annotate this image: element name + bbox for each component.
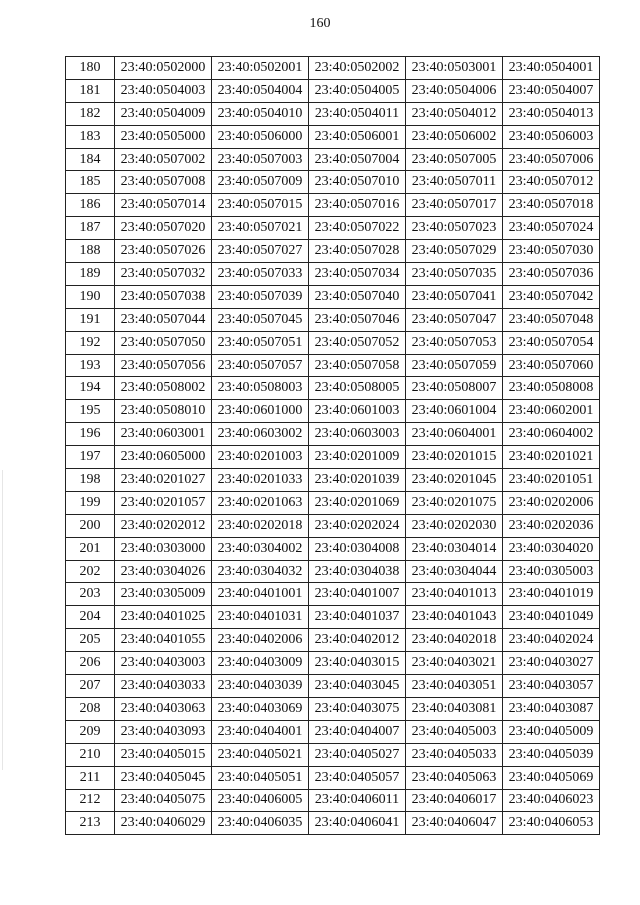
cadastral-number-cell: 23:40:0202036 <box>503 514 600 537</box>
row-number-cell: 180 <box>66 57 115 80</box>
cadastral-number-cell: 23:40:0507057 <box>212 354 309 377</box>
table-row <box>66 491 600 514</box>
cadastral-number-cell: 23:40:0504001 <box>503 57 600 80</box>
table-row <box>66 263 600 286</box>
row-number-cell: 201 <box>66 537 115 560</box>
row-number-cell: 185 <box>66 171 115 194</box>
cadastral-number-cell: 23:40:0507028 <box>309 240 406 263</box>
cadastral-number-cell: 23:40:0403045 <box>309 675 406 698</box>
row-number-cell: 211 <box>66 766 115 789</box>
cadastral-number-cell: 23:40:0505000 <box>115 125 212 148</box>
table-row <box>66 812 600 835</box>
table-row <box>66 652 600 675</box>
cadastral-number-cell: 23:40:0601000 <box>212 400 309 423</box>
table-row <box>66 285 600 308</box>
cadastral-number-cell: 23:40:0507041 <box>406 285 503 308</box>
cadastral-number-cell: 23:40:0403057 <box>503 675 600 698</box>
cadastral-number-cell: 23:40:0201075 <box>406 491 503 514</box>
row-number-cell: 186 <box>66 194 115 217</box>
cadastral-number-cell: 23:40:0507038 <box>115 285 212 308</box>
cadastral-number-cell: 23:40:0405057 <box>309 766 406 789</box>
cadastral-number-cell: 23:40:0605000 <box>115 446 212 469</box>
cadastral-number-cell: 23:40:0405027 <box>309 743 406 766</box>
cadastral-number-cell: 23:40:0507045 <box>212 308 309 331</box>
cadastral-number-cell: 23:40:0401055 <box>115 629 212 652</box>
cadastral-number-cell: 23:40:0507008 <box>115 171 212 194</box>
cadastral-number-cell: 23:40:0305009 <box>115 583 212 606</box>
cadastral-number-cell: 23:40:0201033 <box>212 469 309 492</box>
cadastral-number-cell: 23:40:0506001 <box>309 125 406 148</box>
cadastral-number-cell: 23:40:0402012 <box>309 629 406 652</box>
cadastral-number-cell: 23:40:0405003 <box>406 720 503 743</box>
cadastral-number-cell: 23:40:0403093 <box>115 720 212 743</box>
cadastral-number-cell: 23:40:0503001 <box>406 57 503 80</box>
cadastral-number-cell: 23:40:0603003 <box>309 423 406 446</box>
cadastral-number-cell: 23:40:0405075 <box>115 789 212 812</box>
cadastral-number-cell: 23:40:0507036 <box>503 263 600 286</box>
row-number-cell: 199 <box>66 491 115 514</box>
cadastral-number-cell: 23:40:0201039 <box>309 469 406 492</box>
cadastral-number-cell: 23:40:0202018 <box>212 514 309 537</box>
cadastral-number-cell: 23:40:0406047 <box>406 812 503 835</box>
cadastral-number-cell: 23:40:0202006 <box>503 491 600 514</box>
cadastral-number-cell: 23:40:0507010 <box>309 171 406 194</box>
row-number-cell: 190 <box>66 285 115 308</box>
cadastral-number-cell: 23:40:0401025 <box>115 606 212 629</box>
cadastral-number-cell: 23:40:0504009 <box>115 102 212 125</box>
cadastral-number-cell: 23:40:0405009 <box>503 720 600 743</box>
cadastral-number-cell: 23:40:0507004 <box>309 148 406 171</box>
table-row <box>66 446 600 469</box>
cadastral-number-cell: 23:40:0507048 <box>503 308 600 331</box>
table-row <box>66 400 600 423</box>
cadastral-number-cell: 23:40:0405063 <box>406 766 503 789</box>
row-number-cell: 203 <box>66 583 115 606</box>
cadastral-number-cell: 23:40:0507030 <box>503 240 600 263</box>
cadastral-number-cell: 23:40:0502000 <box>115 57 212 80</box>
cadastral-number-cell: 23:40:0507053 <box>406 331 503 354</box>
cadastral-number-cell: 23:40:0401049 <box>503 606 600 629</box>
cadastral-number-cell: 23:40:0401043 <box>406 606 503 629</box>
cadastral-number-cell: 23:40:0403027 <box>503 652 600 675</box>
cadastral-number-cell: 23:40:0506000 <box>212 125 309 148</box>
cadastral-number-cell: 23:40:0504011 <box>309 102 406 125</box>
table-row <box>66 57 600 80</box>
cadastral-number-cell: 23:40:0604001 <box>406 423 503 446</box>
cadastral-number-cell: 23:40:0405069 <box>503 766 600 789</box>
table-row <box>66 423 600 446</box>
table-row <box>66 789 600 812</box>
table-row <box>66 469 600 492</box>
row-number-cell: 184 <box>66 148 115 171</box>
cadastral-number-cell: 23:40:0405039 <box>503 743 600 766</box>
row-number-cell: 198 <box>66 469 115 492</box>
cadastral-number-cell: 23:40:0507020 <box>115 217 212 240</box>
cadastral-number-cell: 23:40:0403087 <box>503 697 600 720</box>
cadastral-number-cell: 23:40:0201069 <box>309 491 406 514</box>
cadastral-number-cell: 23:40:0502002 <box>309 57 406 80</box>
table-row <box>66 194 600 217</box>
cadastral-number-cell: 23:40:0405015 <box>115 743 212 766</box>
cadastral-number-cell: 23:40:0401019 <box>503 583 600 606</box>
cadastral-number-cell: 23:40:0507022 <box>309 217 406 240</box>
table-row <box>66 766 600 789</box>
cadastral-number-cell: 23:40:0403081 <box>406 697 503 720</box>
cadastral-number-cell: 23:40:0406017 <box>406 789 503 812</box>
cadastral-number-cell: 23:40:0507029 <box>406 240 503 263</box>
cadastral-number-cell: 23:40:0507026 <box>115 240 212 263</box>
cadastral-number-cell: 23:40:0406005 <box>212 789 309 812</box>
cadastral-number-cell: 23:40:0406029 <box>115 812 212 835</box>
cadastral-number-cell: 23:40:0201063 <box>212 491 309 514</box>
cadastral-number-cell: 23:40:0507015 <box>212 194 309 217</box>
table-row <box>66 606 600 629</box>
row-number-cell: 204 <box>66 606 115 629</box>
cadastral-number-cell: 23:40:0504005 <box>309 79 406 102</box>
cadastral-number-cell: 23:40:0507012 <box>503 171 600 194</box>
cadastral-number-cell: 23:40:0202024 <box>309 514 406 537</box>
cadastral-number-cell: 23:40:0201021 <box>503 446 600 469</box>
cadastral-number-cell: 23:40:0405051 <box>212 766 309 789</box>
cadastral-number-cell: 23:40:0507027 <box>212 240 309 263</box>
row-number-cell: 206 <box>66 652 115 675</box>
cadastral-number-cell: 23:40:0506002 <box>406 125 503 148</box>
row-number-cell: 202 <box>66 560 115 583</box>
cadastral-number-cell: 23:40:0403003 <box>115 652 212 675</box>
row-number-cell: 193 <box>66 354 115 377</box>
cadastral-number-cell: 23:40:0507018 <box>503 194 600 217</box>
cadastral-number-cell: 23:40:0508002 <box>115 377 212 400</box>
cadastral-number-cell: 23:40:0507047 <box>406 308 503 331</box>
table-row <box>66 629 600 652</box>
row-number-cell: 192 <box>66 331 115 354</box>
cadastral-number-cell: 23:40:0508007 <box>406 377 503 400</box>
page-number: 160 <box>309 16 331 31</box>
cadastral-number-cell: 23:40:0406041 <box>309 812 406 835</box>
row-number-cell: 210 <box>66 743 115 766</box>
table-row <box>66 514 600 537</box>
table-row <box>66 308 600 331</box>
cadastral-number-cell: 23:40:0403015 <box>309 652 406 675</box>
scan-margin-line <box>2 470 7 770</box>
cadastral-number-cell: 23:40:0507006 <box>503 148 600 171</box>
cadastral-number-cell: 23:40:0507040 <box>309 285 406 308</box>
cadastral-number-cell: 23:40:0201015 <box>406 446 503 469</box>
cadastral-number-cell: 23:40:0404001 <box>212 720 309 743</box>
cadastral-number-cell: 23:40:0507051 <box>212 331 309 354</box>
cadastral-number-cell: 23:40:0504007 <box>503 79 600 102</box>
table-row <box>66 102 600 125</box>
cadastral-number-cell: 23:40:0507052 <box>309 331 406 354</box>
cadastral-number-cell: 23:40:0507059 <box>406 354 503 377</box>
cadastral-number-cell: 23:40:0405021 <box>212 743 309 766</box>
cadastral-number-cell: 23:40:0507044 <box>115 308 212 331</box>
cadastral-number-cell: 23:40:0201003 <box>212 446 309 469</box>
row-number-cell: 182 <box>66 102 115 125</box>
cadastral-number-cell: 23:40:0508003 <box>212 377 309 400</box>
cadastral-number-cell: 23:40:0508005 <box>309 377 406 400</box>
cadastral-number-cell: 23:40:0401007 <box>309 583 406 606</box>
cadastral-number-cell: 23:40:0401037 <box>309 606 406 629</box>
cadastral-number-cell: 23:40:0508010 <box>115 400 212 423</box>
cadastral-table <box>65 56 600 835</box>
cadastral-number-cell: 23:40:0507021 <box>212 217 309 240</box>
table-row <box>66 743 600 766</box>
cadastral-number-cell: 23:40:0507009 <box>212 171 309 194</box>
cadastral-number-cell: 23:40:0202030 <box>406 514 503 537</box>
cadastral-number-cell: 23:40:0507032 <box>115 263 212 286</box>
table-row <box>66 697 600 720</box>
row-number-cell: 197 <box>66 446 115 469</box>
cadastral-number-cell: 23:40:0405045 <box>115 766 212 789</box>
cadastral-number-cell: 23:40:0603001 <box>115 423 212 446</box>
cadastral-number-cell: 23:40:0507003 <box>212 148 309 171</box>
row-number-cell: 195 <box>66 400 115 423</box>
table-row <box>66 377 600 400</box>
table-row <box>66 217 600 240</box>
cadastral-number-cell: 23:40:0304002 <box>212 537 309 560</box>
cadastral-number-cell: 23:40:0402018 <box>406 629 503 652</box>
cadastral-number-cell: 23:40:0404007 <box>309 720 406 743</box>
cadastral-number-cell: 23:40:0507046 <box>309 308 406 331</box>
table-row <box>66 171 600 194</box>
row-number-cell: 205 <box>66 629 115 652</box>
row-number-cell: 183 <box>66 125 115 148</box>
cadastral-number-cell: 23:40:0504010 <box>212 102 309 125</box>
cadastral-number-cell: 23:40:0507011 <box>406 171 503 194</box>
cadastral-number-cell: 23:40:0304044 <box>406 560 503 583</box>
cadastral-number-cell: 23:40:0504006 <box>406 79 503 102</box>
row-number-cell: 187 <box>66 217 115 240</box>
cadastral-number-cell: 23:40:0202012 <box>115 514 212 537</box>
cadastral-number-cell: 23:40:0507056 <box>115 354 212 377</box>
cadastral-number-cell: 23:40:0304026 <box>115 560 212 583</box>
cadastral-number-cell: 23:40:0507033 <box>212 263 309 286</box>
table-row <box>66 675 600 698</box>
cadastral-number-cell: 23:40:0507035 <box>406 263 503 286</box>
cadastral-number-cell: 23:40:0507023 <box>406 217 503 240</box>
cadastral-number-cell: 23:40:0304038 <box>309 560 406 583</box>
cadastral-number-cell: 23:40:0305003 <box>503 560 600 583</box>
cadastral-number-cell: 23:40:0507024 <box>503 217 600 240</box>
row-number-cell: 196 <box>66 423 115 446</box>
cadastral-number-cell: 23:40:0403063 <box>115 697 212 720</box>
cadastral-number-cell: 23:40:0601004 <box>406 400 503 423</box>
cadastral-number-cell: 23:40:0304008 <box>309 537 406 560</box>
cadastral-number-cell: 23:40:0601003 <box>309 400 406 423</box>
cadastral-number-cell: 23:40:0602001 <box>503 400 600 423</box>
cadastral-number-cell: 23:40:0504004 <box>212 79 309 102</box>
cadastral-number-cell: 23:40:0502001 <box>212 57 309 80</box>
row-number-cell: 181 <box>66 79 115 102</box>
cadastral-number-cell: 23:40:0201051 <box>503 469 600 492</box>
table-row <box>66 560 600 583</box>
cadastral-number-cell: 23:40:0508008 <box>503 377 600 400</box>
cadastral-number-cell: 23:40:0402024 <box>503 629 600 652</box>
cadastral-number-cell: 23:40:0507016 <box>309 194 406 217</box>
row-number-cell: 189 <box>66 263 115 286</box>
cadastral-number-cell: 23:40:0504003 <box>115 79 212 102</box>
cadastral-number-cell: 23:40:0201045 <box>406 469 503 492</box>
cadastral-number-cell: 23:40:0406023 <box>503 789 600 812</box>
table-row <box>66 720 600 743</box>
cadastral-number-cell: 23:40:0504012 <box>406 102 503 125</box>
cadastral-number-cell: 23:40:0401031 <box>212 606 309 629</box>
table-row <box>66 537 600 560</box>
cadastral-table-container <box>65 56 600 835</box>
cadastral-number-cell: 23:40:0403039 <box>212 675 309 698</box>
cadastral-number-cell: 23:40:0507058 <box>309 354 406 377</box>
table-row <box>66 125 600 148</box>
cadastral-number-cell: 23:40:0507039 <box>212 285 309 308</box>
cadastral-number-cell: 23:40:0507054 <box>503 331 600 354</box>
cadastral-number-cell: 23:40:0507034 <box>309 263 406 286</box>
cadastral-number-cell: 23:40:0201027 <box>115 469 212 492</box>
cadastral-number-cell: 23:40:0507060 <box>503 354 600 377</box>
row-number-cell: 194 <box>66 377 115 400</box>
cadastral-number-cell: 23:40:0403033 <box>115 675 212 698</box>
cadastral-number-cell: 23:40:0304020 <box>503 537 600 560</box>
cadastral-number-cell: 23:40:0406011 <box>309 789 406 812</box>
cadastral-number-cell: 23:40:0201057 <box>115 491 212 514</box>
cadastral-number-cell: 23:40:0403009 <box>212 652 309 675</box>
table-row <box>66 331 600 354</box>
row-number-cell: 188 <box>66 240 115 263</box>
cadastral-number-cell: 23:40:0406053 <box>503 812 600 835</box>
cadastral-number-cell: 23:40:0403021 <box>406 652 503 675</box>
cadastral-number-cell: 23:40:0604002 <box>503 423 600 446</box>
cadastral-number-cell: 23:40:0401001 <box>212 583 309 606</box>
row-number-cell: 208 <box>66 697 115 720</box>
row-number-cell: 191 <box>66 308 115 331</box>
cadastral-number-cell: 23:40:0507042 <box>503 285 600 308</box>
cadastral-number-cell: 23:40:0603002 <box>212 423 309 446</box>
cadastral-number-cell: 23:40:0405033 <box>406 743 503 766</box>
row-number-cell: 213 <box>66 812 115 835</box>
cadastral-number-cell: 23:40:0504013 <box>503 102 600 125</box>
cadastral-number-cell: 23:40:0406035 <box>212 812 309 835</box>
table-row <box>66 583 600 606</box>
row-number-cell: 200 <box>66 514 115 537</box>
cadastral-number-cell: 23:40:0403075 <box>309 697 406 720</box>
table-row <box>66 148 600 171</box>
table-row <box>66 79 600 102</box>
cadastral-number-cell: 23:40:0304014 <box>406 537 503 560</box>
cadastral-number-cell: 23:40:0507050 <box>115 331 212 354</box>
table-body <box>66 57 600 835</box>
row-number-cell: 212 <box>66 789 115 812</box>
cadastral-number-cell: 23:40:0402006 <box>212 629 309 652</box>
cadastral-number-cell: 23:40:0401013 <box>406 583 503 606</box>
cadastral-number-cell: 23:40:0403051 <box>406 675 503 698</box>
cadastral-number-cell: 23:40:0506003 <box>503 125 600 148</box>
cadastral-number-cell: 23:40:0507002 <box>115 148 212 171</box>
cadastral-number-cell: 23:40:0303000 <box>115 537 212 560</box>
cadastral-number-cell: 23:40:0507017 <box>406 194 503 217</box>
row-number-cell: 207 <box>66 675 115 698</box>
cadastral-number-cell: 23:40:0201009 <box>309 446 406 469</box>
row-number-cell: 209 <box>66 720 115 743</box>
cadastral-number-cell: 23:40:0507005 <box>406 148 503 171</box>
table-row <box>66 354 600 377</box>
cadastral-number-cell: 23:40:0507014 <box>115 194 212 217</box>
table-row <box>66 240 600 263</box>
cadastral-number-cell: 23:40:0403069 <box>212 697 309 720</box>
cadastral-number-cell: 23:40:0304032 <box>212 560 309 583</box>
